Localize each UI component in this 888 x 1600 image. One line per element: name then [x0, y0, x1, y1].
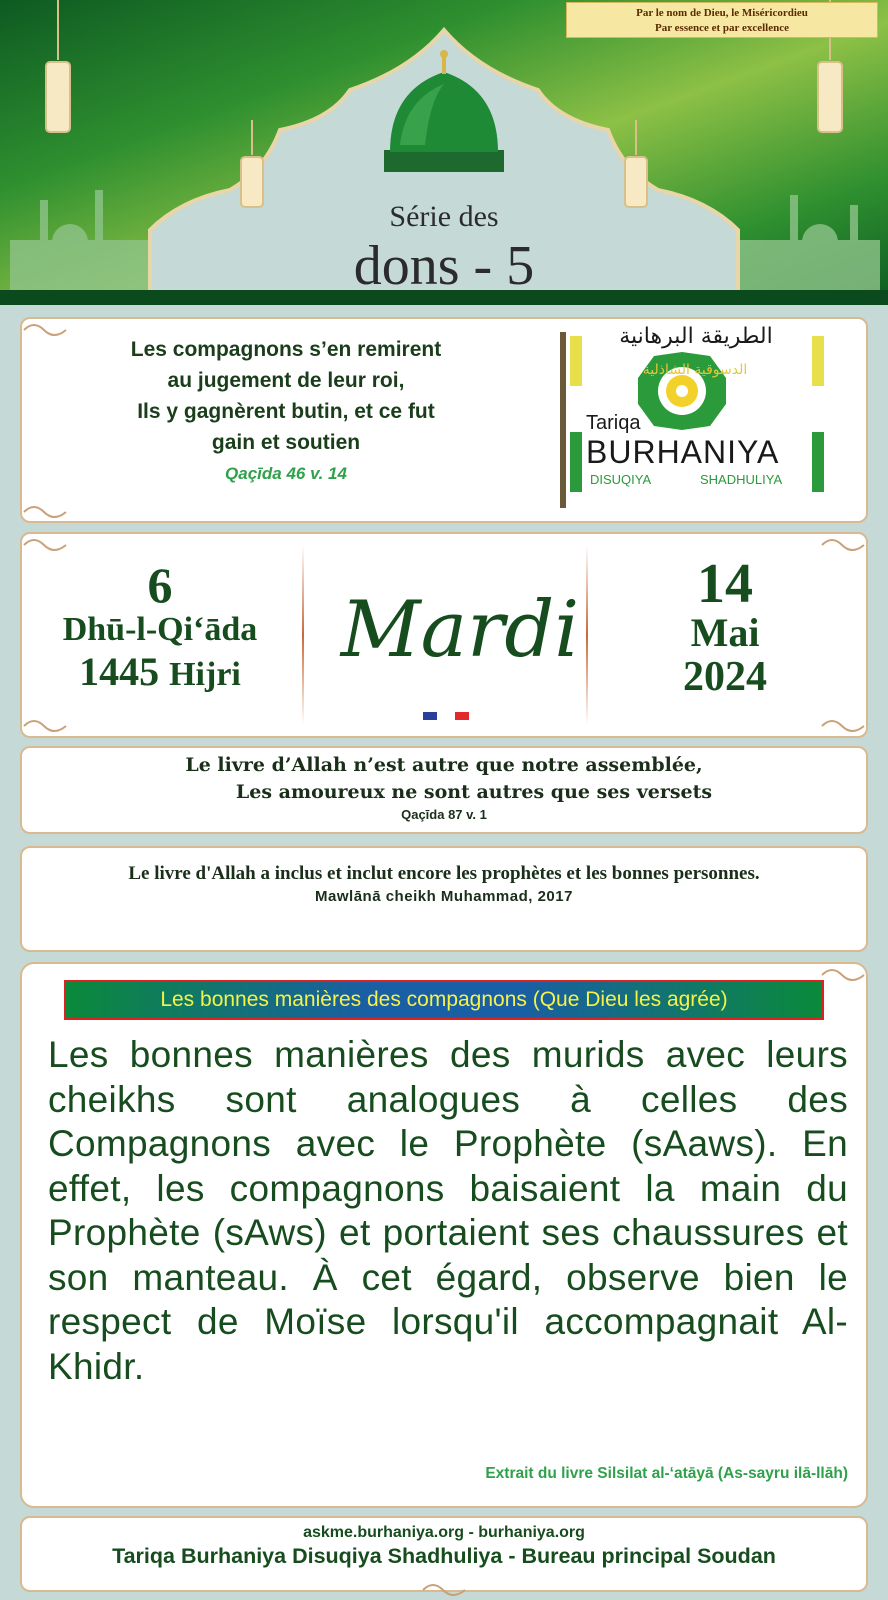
flourish-ornament-icon — [22, 500, 68, 522]
verse2-line-2: Les amoureux ne sont autres que ses versets — [235, 781, 713, 803]
verse-line: au jugement de leur roi, — [167, 369, 405, 392]
logo-sub-right: SHADHULIYA — [700, 472, 783, 487]
greg-month: Mai — [690, 610, 760, 655]
footer-urls: askme.burhaniya.org - burhaniya.org — [303, 1524, 585, 1541]
verse-line: gain et soutien — [211, 431, 361, 454]
quote-text: Le livre d'Allah a inclus et inclut encore les prophètes et les bonnes personnes. — [128, 863, 760, 884]
motto-line-1: Par le nom de Dieu, le Miséricordieu — [636, 7, 808, 19]
article-body: Les bonnes manières des murids avec leurs cheikhs sont analogues à celles des Compagnons avec le Prophète (sAaws). En effet, les compagnons baisaient la main du Prophète (sAws) et portaient ses chaussures et son manteau. À cet égard, observe bien le respect de Moïse lorsqu'il accompagnait Al-Khidr. — [48, 1034, 848, 1387]
flourish-ornament-icon — [421, 1578, 467, 1600]
hijri-year: 1445 — [79, 649, 160, 694]
logo-arabic-title: الطريقة البرهانية — [619, 324, 773, 349]
greg-day: 14 — [697, 553, 753, 615]
quote-author: Mawlānā cheikh Muhammad, 2017 — [315, 888, 573, 905]
hijri-date — [40, 557, 280, 697]
burhaniya-logo — [550, 322, 850, 518]
motto-line-2: Par essence et par excellence — [655, 22, 789, 34]
series-title: dons - 5 — [353, 235, 535, 297]
logo-arabic-subtitle: الدسوقية الشاذلية — [642, 362, 748, 378]
hijri-day: 6 — [147, 557, 173, 613]
quote-block — [60, 862, 828, 908]
verse-line: Les compagnons s’en remirent — [130, 338, 442, 361]
flourish-ornament-icon — [820, 714, 866, 736]
verse-reference: Qaçīda 46 v. 14 — [225, 464, 347, 483]
hijri-suffix: Hijri — [169, 656, 241, 693]
verse-text — [36, 334, 536, 489]
flourish-ornament-icon — [820, 533, 866, 555]
gregorian-date — [610, 555, 840, 701]
article-source: Extrait du livre Silsilat al-‘atāyā (As-sayru ilā-llāh) — [485, 1465, 848, 1482]
verse-line: Ils y gagnèrent butin, et ce fut — [137, 400, 435, 423]
verse2-reference: Qaçīda 87 v. 1 — [401, 807, 487, 822]
flourish-ornament-icon — [820, 963, 866, 985]
date-divider — [302, 545, 304, 725]
logo-name: BURHANIYA — [586, 434, 780, 470]
flourish-ornament-icon — [22, 318, 68, 340]
series-label: Série des — [389, 200, 499, 233]
basmala-motto — [566, 2, 878, 38]
flourish-ornament-icon — [22, 533, 68, 555]
verse2-text — [40, 752, 848, 824]
flourish-ornament-icon — [22, 714, 68, 736]
greg-year: 2024 — [683, 654, 767, 700]
date-divider — [586, 545, 588, 725]
weekday: Mardi — [340, 585, 580, 675]
footer-organization: Tariqa Burhaniya Disuqiya Shadhuliya - Bureau principal Soudan — [112, 1544, 776, 1568]
verse2-line-1: Le livre d’Allah n’est autre que notre assemblée, — [185, 754, 703, 776]
logo-sub-left: DISUQIYA — [590, 472, 652, 487]
logo-tariqa: Tariqa — [586, 412, 641, 434]
article-topic-banner: Les bonnes manières des compagnons (Que Dieu les agrée) — [64, 980, 824, 1020]
french-flag-icon — [423, 712, 469, 720]
hijri-month: Dhū-l-Qi‘āda — [62, 611, 258, 648]
